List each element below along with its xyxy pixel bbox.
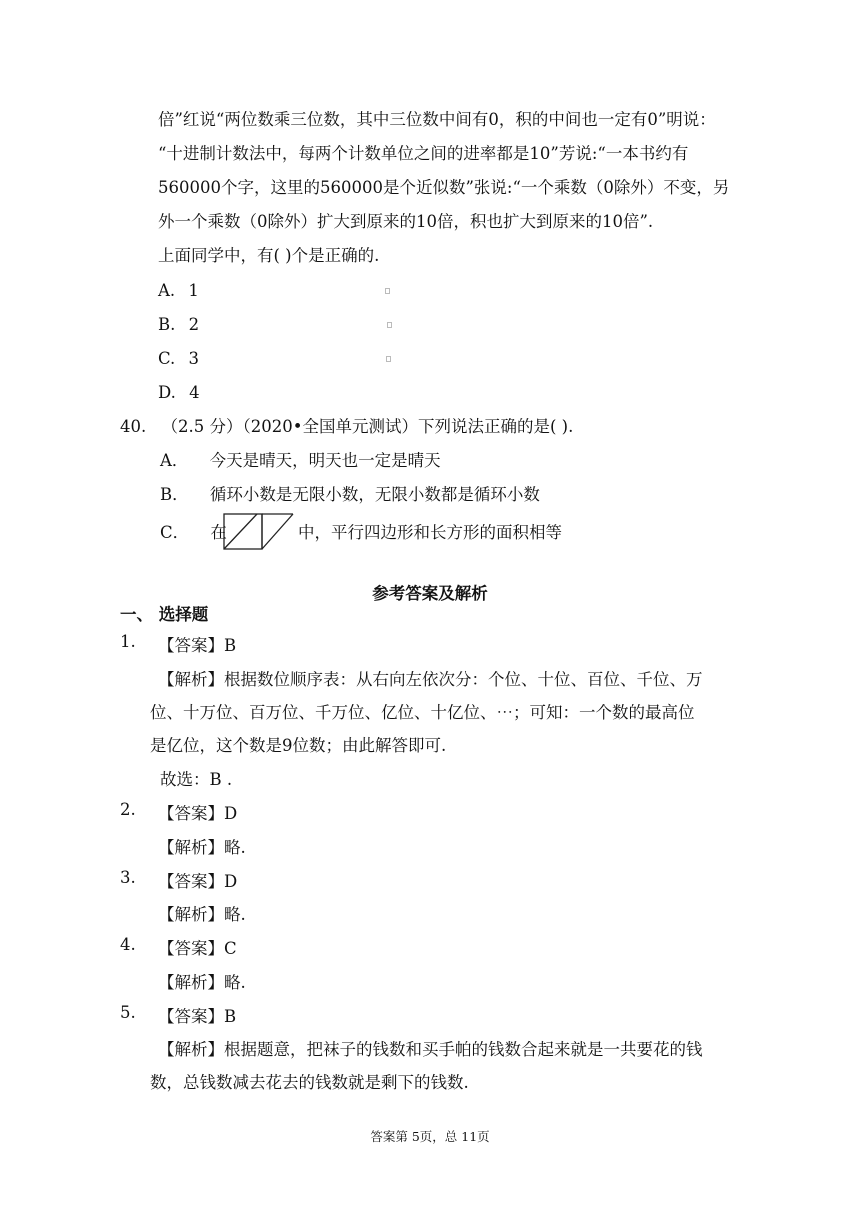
question-number: 40. [120,417,147,436]
option-a [158,280,199,302]
analysis-line: 数，总钱数减去花去的钱数就是剩下的钱数. [150,1073,469,1092]
conclusion: 故选：B . [160,770,233,789]
q40-option-b [160,484,540,506]
option-label: A. [158,281,176,300]
question-text-line: 倍”红说“两位数乘三位数，其中三位数中间有0，积的中间也一定有0”明说： [158,110,716,129]
q40-option-a [160,450,441,472]
question-text-line: “十进制计数法中，每两个计数单位之间的进率都是10”芳说:“一本书约有 [158,144,689,163]
question-stem: （2.5 分）（2020•全国单元测试）下列说法正确的是( ). [161,417,574,436]
placeholder-mark [387,322,392,328]
section-title: 一、 选择题 [120,605,209,624]
answer-label: 【答案】B [158,636,237,655]
option-label: C． [160,523,190,542]
answer-label: 【答案】D [158,804,238,823]
question-text-line: 上面同学中，有( )个是正确的. [158,246,380,265]
option-label: C. [158,349,176,368]
option-text: 今天是晴天，明天也一定是晴天 [209,451,441,470]
analysis-line: 【解析】略. [158,838,246,857]
analysis-line: 【解析】略. [158,905,246,924]
option-label: B． [160,485,189,504]
q40-option-c-text: 中，平行四边形和长方形的面积相等 [298,523,562,542]
option-text: 1 [188,281,199,300]
answer-number: 4. [120,935,136,954]
question-text-line: 外一个乘数（0除外）扩大到原来的10倍，积也扩大到原来的10倍”. [158,212,654,231]
option-label: A． [160,451,189,470]
option-text: 循环小数是无限小数，无限小数都是循环小数 [209,485,540,504]
answers-title: 参考答案及解析 [372,584,488,603]
analysis-line: 位、十万位、百万位、千万位、亿位、十亿位、⋯；可知：一个数的最高位 [150,703,695,722]
option-label: D. [158,383,176,402]
option-d [158,382,200,404]
answer-number: 3. [120,868,136,887]
answer-number: 5. [120,1003,136,1022]
question-40 [120,416,573,438]
analysis-line: 是亿位，这个数是9位数；由此解答即可. [150,736,447,755]
placeholder-mark [385,288,390,294]
answer-label: 【答案】D [158,872,238,891]
answer-number: 1. [120,632,136,651]
analysis-line: 【解析】略. [158,973,246,992]
analysis-line: 【解析】根据题意，把袜子的钱数和买手帕的钱数合起来就是一共要花的钱 [158,1040,703,1059]
option-c [158,348,199,370]
q40-option-c [160,522,227,544]
answer-label: 【答案】C [158,939,237,958]
question-text-line: 560000个字，这里的560000是个近似数”张说:“一个乘数（0除外）不变，另 [158,178,730,197]
option-text: 2 [188,315,200,334]
option-text: 在 [210,523,227,542]
option-label: B. [158,315,176,334]
page-footer: 答案第 5页，总 11页 [370,1129,490,1144]
parallelogram-rectangle-figure [220,511,296,553]
option-text: 3 [188,349,200,368]
placeholder-mark [386,356,391,362]
answer-number: 2. [120,800,136,819]
option-text: 4 [189,383,200,402]
option-b [158,314,199,336]
answer-label: 【答案】B [158,1007,237,1026]
analysis-line: 【解析】根据数位顺序表：从右向左依次分：个位、十位、百位、千位、万 [158,670,703,689]
